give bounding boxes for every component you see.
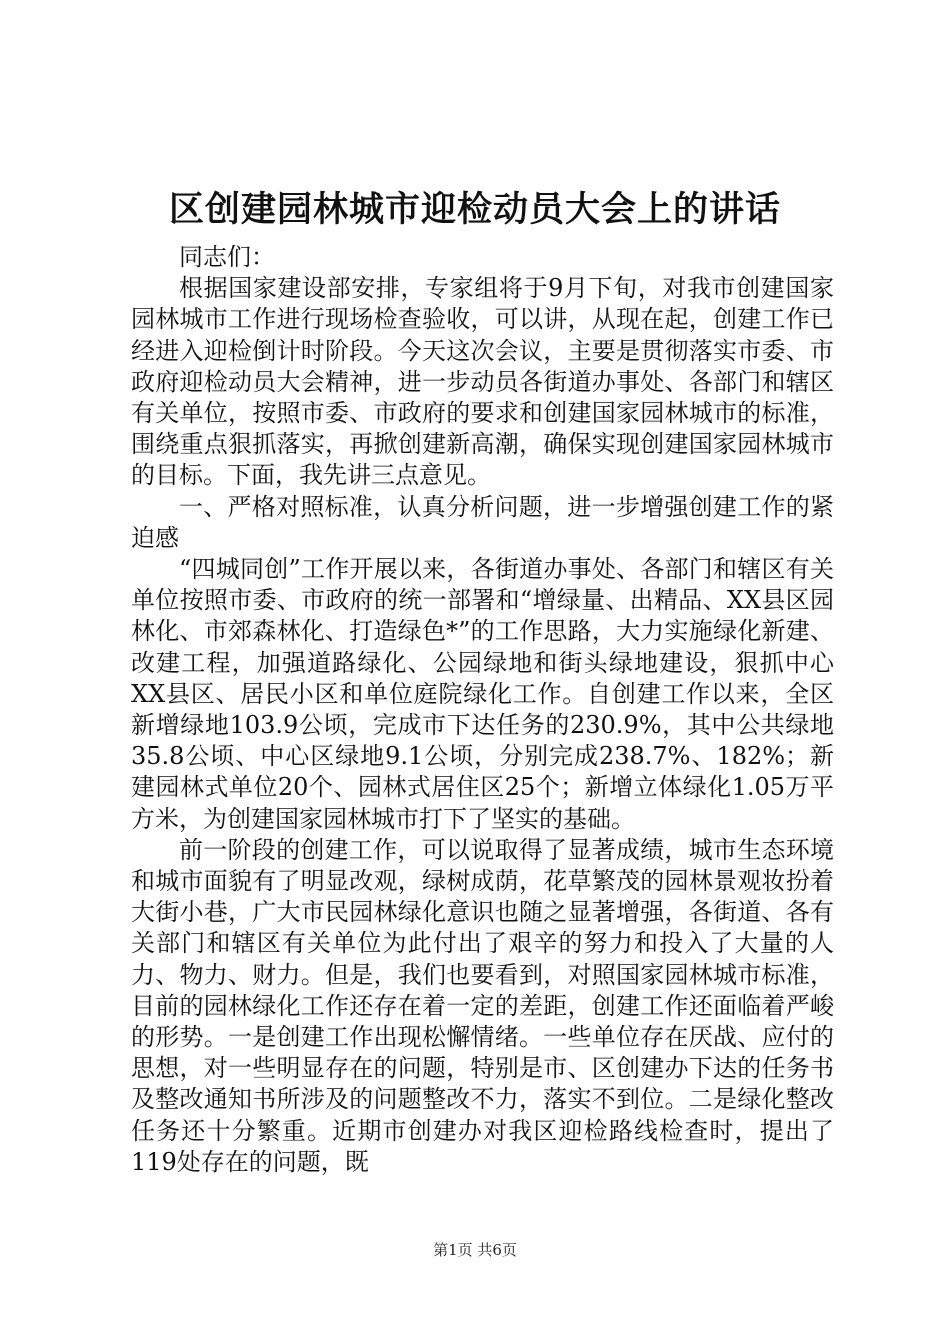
page-number-footer: 第1页 共6页 <box>433 1241 517 1259</box>
section-heading: 一、严格对照标准，认真分析问题，进一步增强创建工作的紧迫感 <box>131 492 834 552</box>
body-paragraph: 根据国家建设部安排，专家组将于9月下旬，对我市创建国家园林城市工作进行现场检查验收，可以讲，从现在起，创建工作已经进入迎检倒计时阶段。今天这次会议，主要是贯彻落实市委、市政府迎检动员大会精神，进一步动员各街道办事处、各部门和辖区有关单位，按照市委、市政府的要求和创建国家园林城市的标准，围绕重点狠抓落实，再掀创建新高潮，确保实现创建国家园林城市的目标。下面，我先讲三点意见。 <box>131 274 834 490</box>
document-title: 区创建园林城市迎检动员大会上的讲话 <box>168 189 781 230</box>
document-body <box>131 242 834 1178</box>
salutation-paragraph: 同志们： <box>179 243 275 271</box>
body-paragraph: 前一阶段的创建工作，可以说取得了显著成绩，城市生态环境和城市面貌有了明显改观，绿树成荫，花草繁茂的园林景观妆扮着大街小巷，广大市民园林绿化意识也随之显著增强，各街道、各有关部门和辖区有关单位为此付出了艰辛的努力和投入了大量的人力、物力、财力。但是，我们也要看到，对照国家园林城市标准，目前的园林绿化工作还存在着一定的差距，创建工作还面临着严峻的形势。一是创建工作出现松懈情绪。一些单位存在厌战、应付的思想，对一些明显存在的问题，特别是市、区创建办下达的任务书及整改通知书所涉及的问题整改不力，落实不到位。二是绿化整改任务还十分繁重。近期市创建办对我区迎检路线检查时，提出了119处存在的问题，既 <box>131 835 834 1176</box>
body-paragraph: “四城同创”工作开展以来，各街道办事处、各部门和辖区有关单位按照市委、市政府的统一部署和“增绿量、出精品、XX县区园林化、市郊森林化、打造绿色*”的工作思路，大力实施绿化新建、改建工程，加强道路绿化、公园绿地和街头绿地建设，狠抓中心XX县区、居民小区和单位庭院绿化工作。自创建工作以来，全区新增绿地103.9公顷，完成市下达任务的230.9%，其中公共绿地35.8公顷、中心区绿地9.1公顷，分别完成238.7%、182%；新建园林式单位20个、园林式居住区25个；新增立体绿化1.05万平方米，为创建国家园林城市打下了坚实的基础。 <box>131 555 834 833</box>
